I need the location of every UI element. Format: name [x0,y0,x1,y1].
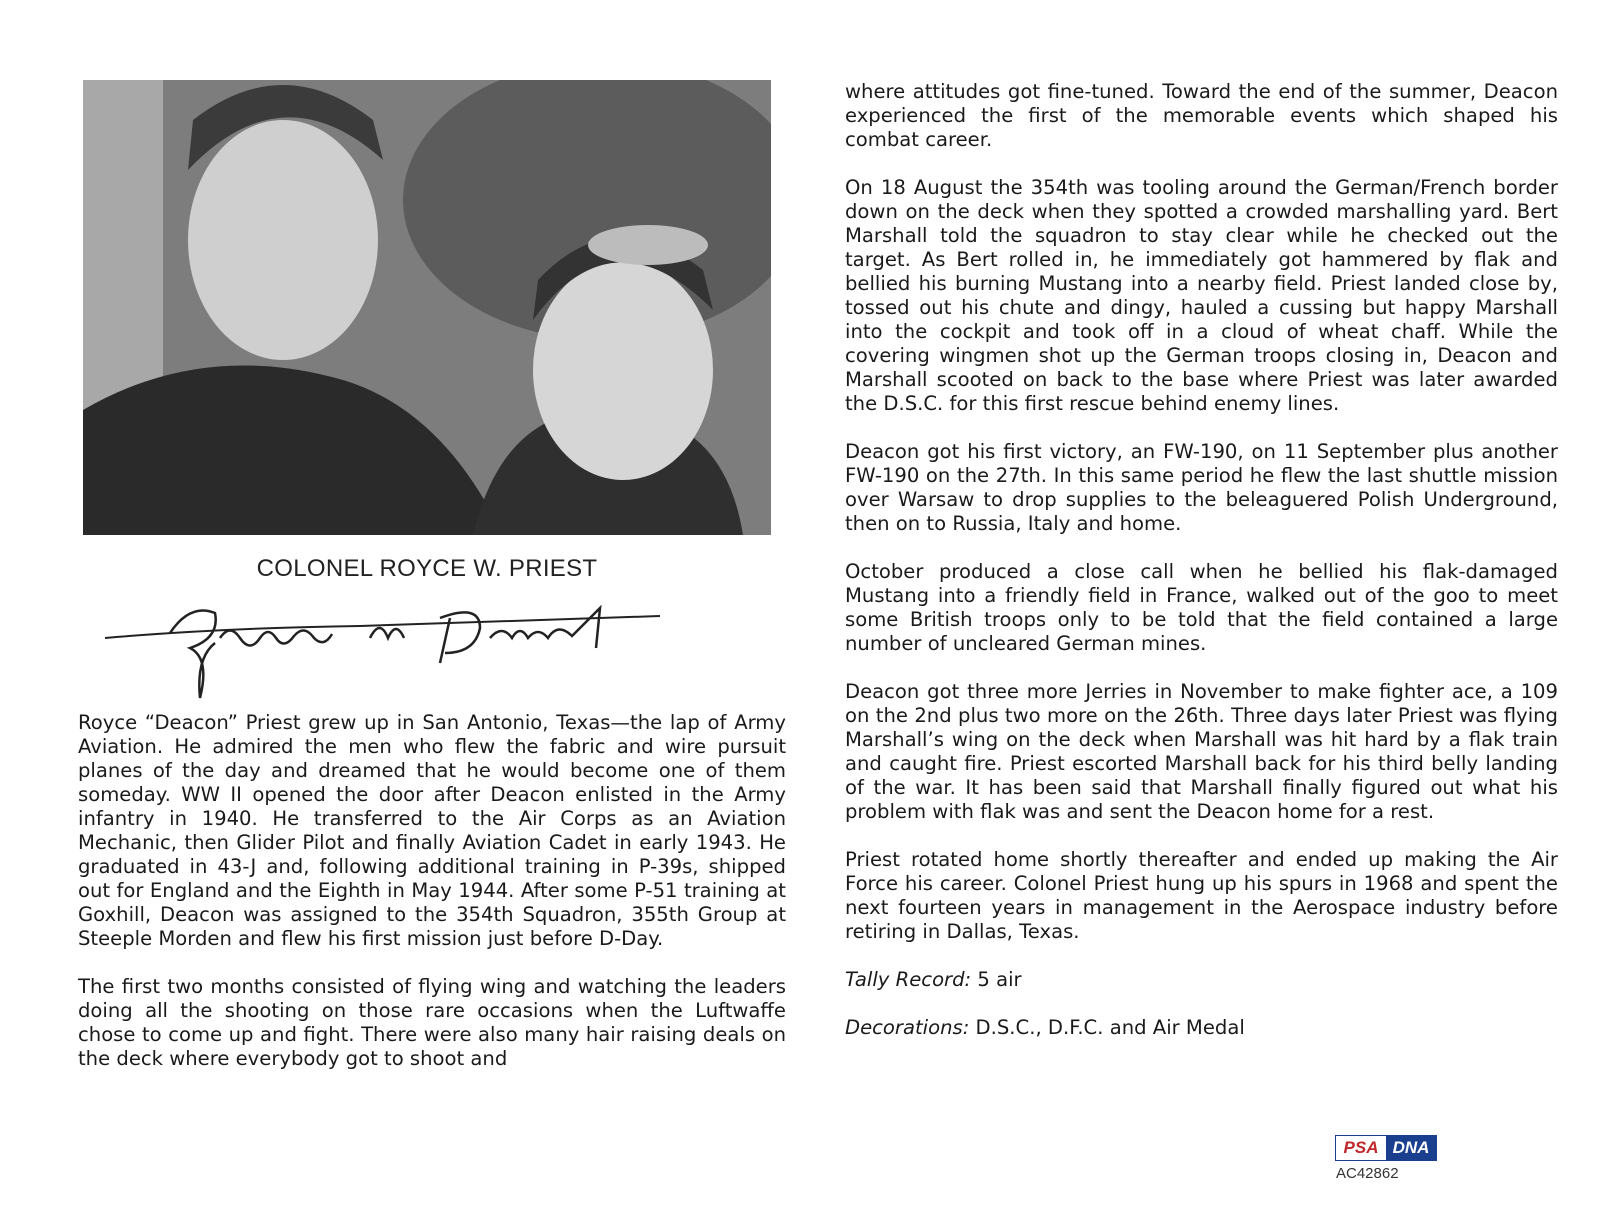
logo-left-text: PSA [1336,1136,1386,1160]
paragraph: Royce “Deacon” Priest grew up in San Antonio, Texas—the lap of Army Aviation. He admired the men who flew the fabric and wire pursuit planes of the day and dreamed that he would become one of them someday. WW II opened the door after Deacon enlisted in the Army infantry in 1940. He transferred to the Air Corps as an Aviation Mechanic, then Glider Pilot and finally Aviation Cadet in early 1943. He graduated in 43-J and, following additional training in P-39s, shipped out for England and the Eighth in May 1944. After some P-51 training at Goxhill, Deacon was assigned to the 354th Squadron, 355th Group at Steeple Morden and flew his first mission just before D-Day. [78,711,786,950]
paragraph: Deacon got three more Jerries in November to make fighter ace, a 109 on the 2nd plus two more on the 26th. Three days later Priest was flying Marshall’s wing on the deck when Marshall was hit hard by a flak train and caught fire. Priest escorted Marshall back for his third belly landing of the war. It has been said that Marshall finally figured out what his problem with flak was and sent the Deacon home for a rest. [845,680,1558,823]
left-text-column [78,711,786,1095]
logo-right-text: DNA [1386,1136,1436,1160]
right-text-column [845,80,1558,1064]
tally-record [845,968,1558,992]
decorations-label: Decorations: [845,1016,970,1039]
paragraph: Priest rotated home shortly thereafter and ended up making the Air Force his career. Colonel Priest hung up his spurs in 1968 and spent the next fourteen years in management in the Aerospace industry before retiring in Dallas, Texas. [845,848,1558,943]
paragraph: On 18 August the 354th was tooling around the German/French border down on the deck when they spotted a crowded marshalling yard. Bert Marshall told the squadron to stay clear while he checked out the target. As Bert rolled in, he immediately got hammered by flak and bellied his burning Mustang into a nearby field. Priest landed close by, tossed out his chute and dingy, hauled a cussing but happy Marshall into the cockpit and took off in a cloud of wheat chaff. While the covering wingmen shot up the German troops closing in, Deacon and Marshall scooted on back to the base where Priest was later awarded the D.S.C. for this first rescue behind enemy lines. [845,176,1558,415]
paragraph: The first two months consisted of flying wing and watching the leaders doing all the shooting on those rare occasions when the Luftwaffe chose to come up and fight. There were also many hair raising deals on the deck where everybody got to shoot and [78,975,786,1070]
authentication-logo [1335,1135,1437,1161]
paragraph: Deacon got his first victory, an FW-190, on 11 September plus another FW-190 on the 27th. In this same period he flew the last shuttle mission over Warsaw to drop supplies to the beleaguered Polish Underground, then on to Russia, Italy and home. [845,440,1558,535]
tally-value: 5 air [977,968,1022,991]
authentication-code: AC42862 [1336,1165,1399,1182]
decorations-value: D.S.C., D.F.C. and Air Medal [975,1016,1245,1039]
paragraph: October produced a close call when he bellied his flak-damaged Mustang into a friendly field in France, walked out of the goo to meet some British troops only to be told that the field contained a large number of uncleared German mines. [845,560,1558,655]
photo-caption: COLONEL ROYCE W. PRIEST [256,555,598,582]
paragraph: where attitudes got fine-tuned. Toward the end of the summer, Deacon experienced the first of the memorable events which shaped his combat career. [845,80,1558,151]
decorations [845,1016,1558,1040]
autograph-signature [100,598,700,708]
tally-label: Tally Record: [845,968,972,991]
portrait-photo [83,80,771,535]
portrait-photo-image [83,80,771,535]
